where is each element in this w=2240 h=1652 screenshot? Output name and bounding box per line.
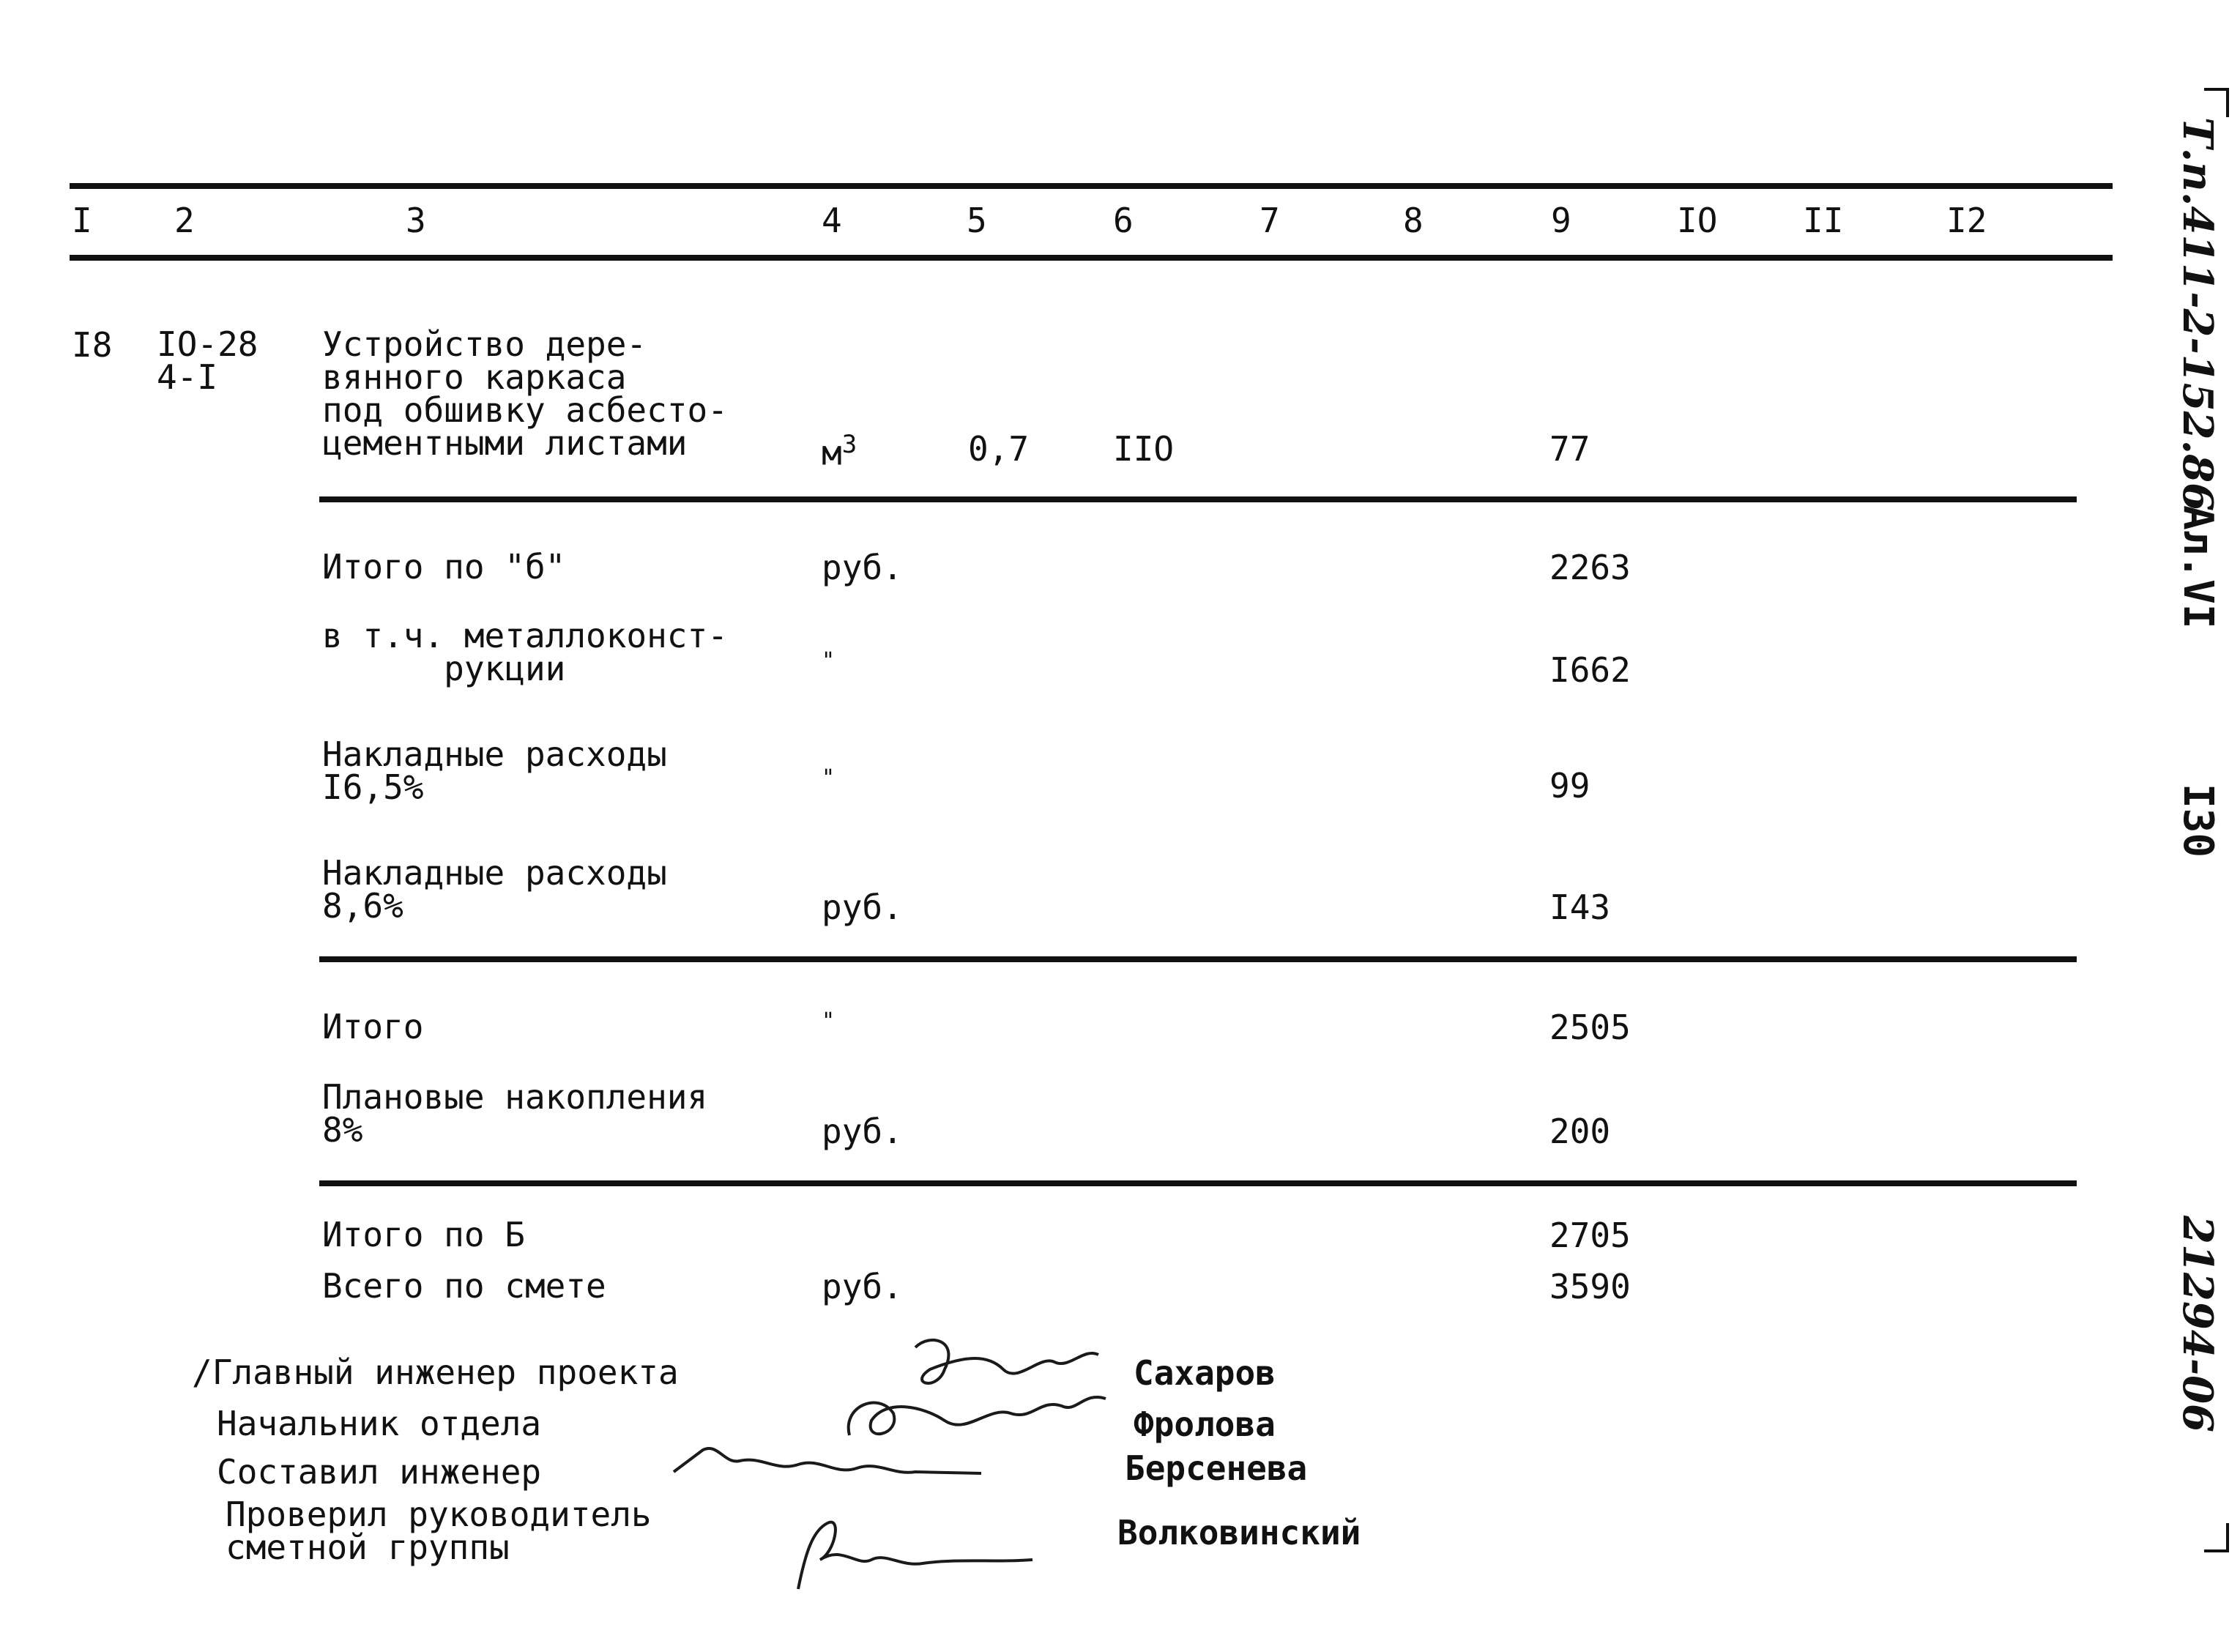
col-header: 8 <box>1403 201 1424 240</box>
archive-number: 21294-06 <box>2173 1216 2222 1432</box>
signatory-name: Фролова <box>1134 1404 1276 1444</box>
handwritten-signature <box>776 1508 1040 1596</box>
signatory-name: Берсенева <box>1125 1448 1308 1488</box>
corner-mark <box>2226 1523 2229 1552</box>
album-label: Ал.VI <box>2174 505 2222 629</box>
header-rule-bottom <box>70 255 2113 261</box>
row-unit-sup: 3 <box>841 430 857 459</box>
summary-label: Накладные расходы 8,6% <box>322 853 667 926</box>
col-header: 2 <box>174 201 195 240</box>
summary-unit: " <box>822 648 836 674</box>
col-header: 9 <box>1551 201 1571 240</box>
summary-value: 200 <box>1549 1112 1611 1151</box>
summary-unit: руб. <box>822 1112 903 1151</box>
col-header: 5 <box>967 201 987 240</box>
row-price: IIO <box>1113 429 1175 469</box>
summary-unit: руб. <box>822 548 903 587</box>
row-number: I8 <box>72 325 113 365</box>
summary-unit: руб. <box>822 1267 903 1306</box>
summary-label: Итого по "б" <box>322 547 566 587</box>
summary-value: 2705 <box>1549 1216 1631 1255</box>
corner-mark <box>2204 88 2229 91</box>
summary-label: Итого <box>322 1007 424 1046</box>
summary-value: 99 <box>1549 766 1590 805</box>
summary-value: I43 <box>1549 888 1611 927</box>
row-description: Устройство дере- вянного каркаса под обшивку асбесто- цементными листами <box>322 324 728 464</box>
row-quantity: 0,7 <box>968 429 1030 469</box>
summary-value: 2505 <box>1549 1008 1631 1047</box>
summary-value: 2263 <box>1549 548 1631 587</box>
col-header: 7 <box>1259 201 1280 240</box>
col-header: IO <box>1677 201 1718 240</box>
col-header: I2 <box>1946 201 1987 240</box>
signatory-role: Составил инженер <box>217 1452 542 1492</box>
summary-value: I662 <box>1549 650 1631 690</box>
col-header: I <box>72 201 92 240</box>
signatory-role: /Главный инженер проекта <box>192 1353 679 1392</box>
signatory-role: Проверил руководитель сметной группы <box>226 1495 652 1568</box>
row-code: IO-28 4-I <box>157 324 258 398</box>
summary-label: Всего по смете <box>322 1266 606 1306</box>
section-rule <box>319 496 2077 502</box>
corner-mark <box>2226 88 2229 117</box>
col-header: 6 <box>1113 201 1134 240</box>
summary-label: Плановые накопления 8% <box>322 1077 708 1150</box>
summary-label: Итого по Б <box>322 1215 525 1254</box>
col-header: II <box>1803 201 1844 240</box>
doc-code: Т.п.411-2-152.86 <box>2173 117 2222 512</box>
col-header: 3 <box>406 201 426 240</box>
row-unit-base: м <box>822 433 842 473</box>
col-header: 4 <box>822 201 842 240</box>
row-total: 77 <box>1549 429 1590 469</box>
summary-unit: " <box>822 765 836 791</box>
page-number: I30 <box>2174 784 2222 858</box>
summary-value: 3590 <box>1549 1267 1631 1306</box>
header-rule-top <box>70 183 2113 189</box>
section-rule <box>319 956 2077 962</box>
signatory-name: Сахаров <box>1134 1353 1276 1393</box>
summary-unit: руб. <box>822 888 903 927</box>
summary-label: в т.ч. металлоконст- рукции <box>322 616 728 689</box>
handwritten-signature <box>659 1435 996 1494</box>
summary-unit: " <box>822 1008 836 1034</box>
summary-label: Накладные расходы I6,5% <box>322 734 667 808</box>
row-unit <box>822 430 857 473</box>
signatory-name: Волковинский <box>1117 1513 1361 1552</box>
section-rule <box>319 1180 2077 1186</box>
corner-mark <box>2204 1549 2229 1552</box>
signatory-role: Начальник отдела <box>217 1404 542 1443</box>
